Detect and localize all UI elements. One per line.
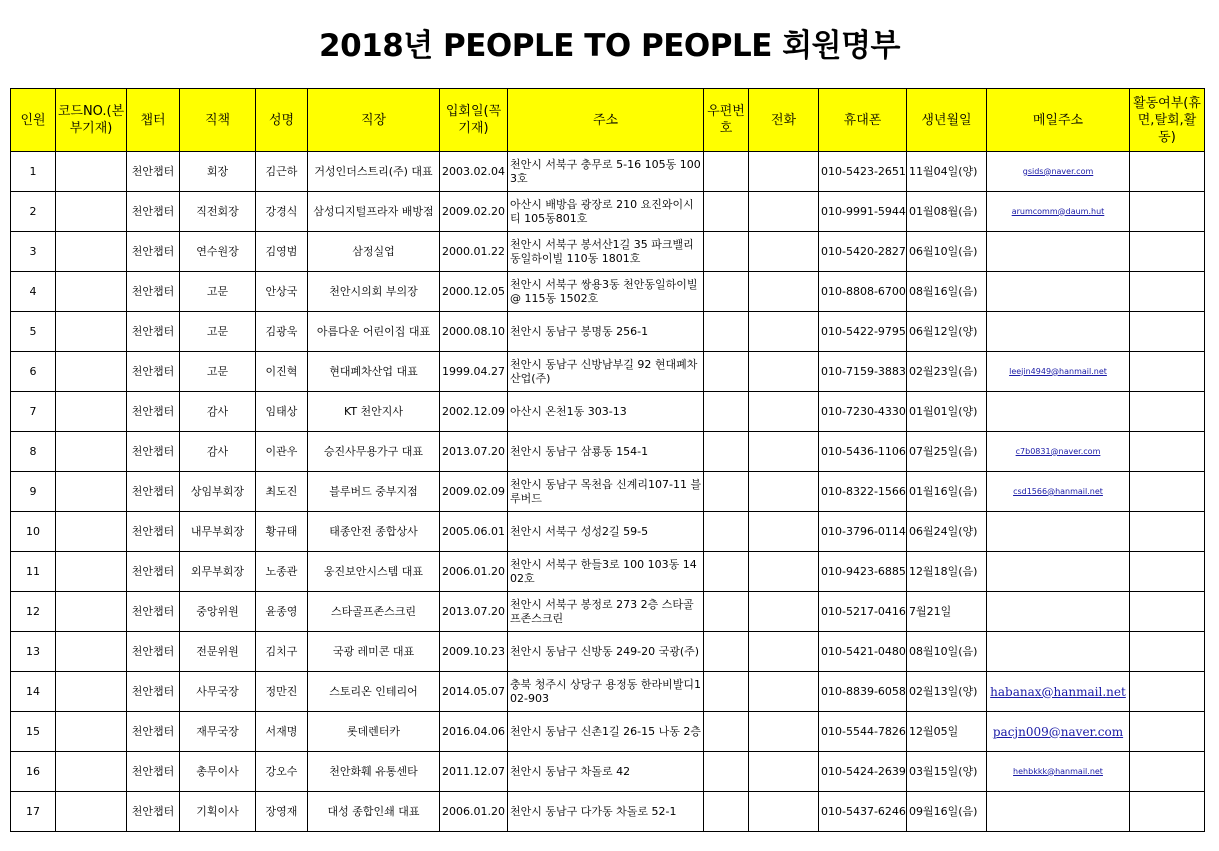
cell-phone xyxy=(749,152,819,192)
cell-mobile: 010-5217-0416 xyxy=(819,592,907,632)
cell-position: 내무부회장 xyxy=(180,512,256,552)
cell-status xyxy=(1130,352,1205,392)
cell-email xyxy=(987,312,1130,352)
cell-address: 천안시 서북구 한들3로 100 103동 1402호 xyxy=(508,552,704,592)
cell-name: 이관우 xyxy=(256,432,308,472)
cell-postal xyxy=(704,672,749,712)
cell-status xyxy=(1130,272,1205,312)
cell-name: 김근하 xyxy=(256,152,308,192)
cell-email xyxy=(987,472,1130,512)
cell-mobile: 010-5436-1106 xyxy=(819,432,907,472)
cell-workplace: 승진사무용가구 대표 xyxy=(308,432,440,472)
cell-email xyxy=(987,592,1130,632)
cell-chapter: 천안챕터 xyxy=(127,672,180,712)
cell-joined: 2005.06.01 xyxy=(440,512,508,552)
cell-address: 천안시 동남구 신방남부길 92 현대폐차산업(주) xyxy=(508,352,704,392)
cell-mobile: 010-8322-1566 xyxy=(819,472,907,512)
cell-name: 황규태 xyxy=(256,512,308,552)
cell-phone xyxy=(749,312,819,352)
cell-email xyxy=(987,192,1130,232)
cell-position: 고문 xyxy=(180,312,256,352)
cell-name: 노종관 xyxy=(256,552,308,592)
cell-postal xyxy=(704,472,749,512)
cell-postal xyxy=(704,792,749,832)
cell-position: 중앙위원 xyxy=(180,592,256,632)
cell-status xyxy=(1130,512,1205,552)
cell-postal xyxy=(704,432,749,472)
cell-workplace: 삼성디지털프라자 배방점 xyxy=(308,192,440,232)
cell-chapter: 천안챕터 xyxy=(127,472,180,512)
cell-name: 김광욱 xyxy=(256,312,308,352)
cell-name: 장영재 xyxy=(256,792,308,832)
cell-code xyxy=(56,752,127,792)
table-row xyxy=(11,312,1205,352)
cell-phone xyxy=(749,672,819,712)
cell-joined: 2009.02.20 xyxy=(440,192,508,232)
cell-birth: 06월24일(양) xyxy=(907,512,987,552)
cell-position: 재무국장 xyxy=(180,712,256,752)
cell-code xyxy=(56,632,127,672)
cell-mobile: 010-3796-0114 xyxy=(819,512,907,552)
email-link[interactable]: csd1566@hanmail.net xyxy=(1013,486,1103,496)
cell-chapter: 천안챕터 xyxy=(127,232,180,272)
cell-mobile: 010-5420-2827 xyxy=(819,232,907,272)
table-row xyxy=(11,352,1205,392)
cell-mobile: 010-9423-6885 xyxy=(819,552,907,592)
cell-workplace: 삼정실업 xyxy=(308,232,440,272)
cell-status xyxy=(1130,712,1205,752)
table-row xyxy=(11,512,1205,552)
cell-phone xyxy=(749,592,819,632)
cell-joined: 2006.01.20 xyxy=(440,552,508,592)
cell-workplace: 롯데렌터카 xyxy=(308,712,440,752)
cell-code xyxy=(56,432,127,472)
cell-mobile: 010-7159-3883 xyxy=(819,352,907,392)
cell-position: 전문위원 xyxy=(180,632,256,672)
cell-position: 감사 xyxy=(180,432,256,472)
member-table xyxy=(10,88,1205,832)
cell-status xyxy=(1130,592,1205,632)
cell-workplace: 웅진보안시스템 대표 xyxy=(308,552,440,592)
cell-birth: 08월10일(음) xyxy=(907,632,987,672)
cell-code xyxy=(56,792,127,832)
cell-status xyxy=(1130,432,1205,472)
cell-postal xyxy=(704,632,749,672)
cell-email xyxy=(987,512,1130,552)
cell-status xyxy=(1130,472,1205,512)
cell-chapter: 천안챕터 xyxy=(127,752,180,792)
cell-no: 12 xyxy=(11,592,56,632)
col-header-mobile: 휴대폰 xyxy=(819,89,907,152)
cell-code xyxy=(56,592,127,632)
table-row xyxy=(11,232,1205,272)
cell-code xyxy=(56,272,127,312)
cell-position: 감사 xyxy=(180,392,256,432)
cell-workplace: 블루버드 중부지점 xyxy=(308,472,440,512)
cell-postal xyxy=(704,192,749,232)
cell-name: 김치구 xyxy=(256,632,308,672)
cell-joined: 1999.04.27 xyxy=(440,352,508,392)
cell-chapter: 천안챕터 xyxy=(127,432,180,472)
header-row xyxy=(11,89,1205,152)
cell-chapter: 천안챕터 xyxy=(127,152,180,192)
cell-address: 천안시 동남구 다가동 차돌로 52-1 xyxy=(508,792,704,832)
cell-postal xyxy=(704,512,749,552)
cell-name: 강오수 xyxy=(256,752,308,792)
cell-chapter: 천안챕터 xyxy=(127,352,180,392)
cell-joined: 2013.07.20 xyxy=(440,592,508,632)
cell-address: 충북 청주시 상당구 용정동 한라비발디102-903 xyxy=(508,672,704,712)
cell-workplace: 태종안전 종합상사 xyxy=(308,512,440,552)
cell-postal xyxy=(704,552,749,592)
cell-email xyxy=(987,152,1130,192)
table-row xyxy=(11,752,1205,792)
col-header-email: 메일주소 xyxy=(987,89,1130,152)
cell-joined: 2014.05.07 xyxy=(440,672,508,712)
cell-birth: 01월08월(음) xyxy=(907,192,987,232)
cell-code xyxy=(56,512,127,552)
table-row xyxy=(11,192,1205,232)
cell-status xyxy=(1130,552,1205,592)
cell-workplace: 아름다운 어린이집 대표 xyxy=(308,312,440,352)
cell-status xyxy=(1130,152,1205,192)
cell-no: 3 xyxy=(11,232,56,272)
cell-workplace: 천안화훼 유통센타 xyxy=(308,752,440,792)
cell-email xyxy=(987,672,1130,712)
cell-mobile: 010-5544-7826 xyxy=(819,712,907,752)
cell-postal xyxy=(704,152,749,192)
cell-workplace: 거성인더스트리(주) 대표 xyxy=(308,152,440,192)
cell-phone xyxy=(749,632,819,672)
cell-birth: 09월16일(음) xyxy=(907,792,987,832)
cell-position: 상임부회장 xyxy=(180,472,256,512)
cell-email xyxy=(987,712,1130,752)
email-link[interactable]: hehbkkk@hanmail.net xyxy=(1013,766,1103,776)
cell-birth: 12월05일 xyxy=(907,712,987,752)
cell-code xyxy=(56,552,127,592)
cell-mobile: 010-5424-2639 xyxy=(819,752,907,792)
cell-birth: 01월01일(양) xyxy=(907,392,987,432)
cell-code xyxy=(56,152,127,192)
cell-no: 8 xyxy=(11,432,56,472)
cell-name: 안상국 xyxy=(256,272,308,312)
cell-joined: 2000.12.05 xyxy=(440,272,508,312)
cell-joined: 2006.01.20 xyxy=(440,792,508,832)
cell-address: 아산시 배방읍 광장로 210 요진와이시티 105동801호 xyxy=(508,192,704,232)
col-header-phone: 전화 xyxy=(749,89,819,152)
cell-phone xyxy=(749,392,819,432)
cell-birth: 01월16일(음) xyxy=(907,472,987,512)
cell-phone xyxy=(749,352,819,392)
col-header-address: 주소 xyxy=(508,89,704,152)
cell-no: 6 xyxy=(11,352,56,392)
cell-name: 김영범 xyxy=(256,232,308,272)
cell-no: 10 xyxy=(11,512,56,552)
cell-status xyxy=(1130,752,1205,792)
cell-position: 회장 xyxy=(180,152,256,192)
cell-postal xyxy=(704,232,749,272)
cell-address: 천안시 동남구 차돌로 42 xyxy=(508,752,704,792)
cell-address: 천안시 서북구 충무로 5-16 105동 1003호 xyxy=(508,152,704,192)
cell-phone xyxy=(749,272,819,312)
cell-address: 천안시 서북구 성성2길 59-5 xyxy=(508,512,704,552)
cell-birth: 06월10일(음) xyxy=(907,232,987,272)
cell-joined: 2002.12.09 xyxy=(440,392,508,432)
table-row xyxy=(11,272,1205,312)
table-row xyxy=(11,472,1205,512)
table-row xyxy=(11,552,1205,592)
cell-name: 정만진 xyxy=(256,672,308,712)
cell-phone xyxy=(749,472,819,512)
table-row xyxy=(11,712,1205,752)
cell-birth: 03월15일(양) xyxy=(907,752,987,792)
cell-phone xyxy=(749,552,819,592)
table-row xyxy=(11,392,1205,432)
cell-workplace: 국광 레미콘 대표 xyxy=(308,632,440,672)
cell-no: 13 xyxy=(11,632,56,672)
cell-chapter: 천안챕터 xyxy=(127,712,180,752)
cell-no: 5 xyxy=(11,312,56,352)
cell-birth: 02월13일(양) xyxy=(907,672,987,712)
cell-no: 9 xyxy=(11,472,56,512)
cell-workplace: KT 천안지사 xyxy=(308,392,440,432)
cell-joined: 2000.08.10 xyxy=(440,312,508,352)
table-body xyxy=(11,152,1205,832)
cell-name: 서재명 xyxy=(256,712,308,752)
cell-joined: 2009.10.23 xyxy=(440,632,508,672)
cell-code xyxy=(56,352,127,392)
cell-phone xyxy=(749,192,819,232)
cell-email xyxy=(987,392,1130,432)
cell-joined: 2011.12.07 xyxy=(440,752,508,792)
cell-code xyxy=(56,712,127,752)
cell-joined: 2003.02.04 xyxy=(440,152,508,192)
cell-phone xyxy=(749,432,819,472)
table-row xyxy=(11,152,1205,192)
col-header-position: 직책 xyxy=(180,89,256,152)
cell-email xyxy=(987,792,1130,832)
cell-phone xyxy=(749,792,819,832)
cell-birth: 7월21일 xyxy=(907,592,987,632)
cell-mobile: 010-8839-6058 xyxy=(819,672,907,712)
email-link[interactable]: c7b0831@naver.com xyxy=(1015,446,1101,456)
page-title: 2018년 PEOPLE TO PEOPLE 회원명부 xyxy=(319,28,900,64)
cell-address: 천안시 서북구 봉정로 273 2층 스타골프존스크린 xyxy=(508,592,704,632)
cell-phone xyxy=(749,712,819,752)
cell-mobile: 010-5421-0480 xyxy=(819,632,907,672)
cell-status xyxy=(1130,232,1205,272)
cell-mobile: 010-7230-4330 xyxy=(819,392,907,432)
cell-email xyxy=(987,352,1130,392)
cell-no: 7 xyxy=(11,392,56,432)
cell-position: 외무부회장 xyxy=(180,552,256,592)
cell-code xyxy=(56,392,127,432)
table-row xyxy=(11,792,1205,832)
cell-no: 2 xyxy=(11,192,56,232)
cell-email xyxy=(987,552,1130,592)
cell-no: 1 xyxy=(11,152,56,192)
cell-chapter: 천안챕터 xyxy=(127,632,180,672)
col-header-postal: 우편번호 xyxy=(704,89,749,152)
email-link[interactable]: arumcomm@daum.hut xyxy=(1011,206,1105,216)
email-link[interactable]: habanax@hanmail.net xyxy=(990,684,1126,699)
cell-postal xyxy=(704,312,749,352)
cell-no: 14 xyxy=(11,672,56,712)
cell-address: 천안시 동남구 목천읍 신계리107-11 블루버드 xyxy=(508,472,704,512)
cell-address: 천안시 동남구 신촌1길 26-15 나동 2층 xyxy=(508,712,704,752)
cell-chapter: 천안챕터 xyxy=(127,592,180,632)
cell-no: 16 xyxy=(11,752,56,792)
col-header-joined: 입회일(꼭기재) xyxy=(440,89,508,152)
cell-address: 천안시 동남구 봉명동 256-1 xyxy=(508,312,704,352)
cell-email xyxy=(987,232,1130,272)
cell-postal xyxy=(704,392,749,432)
table-row xyxy=(11,432,1205,472)
cell-position: 고문 xyxy=(180,352,256,392)
cell-chapter: 천안챕터 xyxy=(127,512,180,552)
cell-status xyxy=(1130,632,1205,672)
col-header-status: 활동여부(휴면,탈회,활동) xyxy=(1130,89,1205,152)
col-header-code: 코드NO.(본부기재) xyxy=(56,89,127,152)
cell-chapter: 천안챕터 xyxy=(127,192,180,232)
table-row xyxy=(11,632,1205,672)
cell-phone xyxy=(749,512,819,552)
cell-birth: 12월18일(음) xyxy=(907,552,987,592)
cell-mobile: 010-5437-6246 xyxy=(819,792,907,832)
cell-status xyxy=(1130,392,1205,432)
cell-mobile: 010-8808-6700 xyxy=(819,272,907,312)
cell-birth: 07월25일(음) xyxy=(907,432,987,472)
cell-joined: 2000.01.22 xyxy=(440,232,508,272)
cell-code xyxy=(56,472,127,512)
cell-name: 임태상 xyxy=(256,392,308,432)
col-header-birth: 생년월일 xyxy=(907,89,987,152)
cell-no: 15 xyxy=(11,712,56,752)
cell-name: 강경식 xyxy=(256,192,308,232)
cell-address: 천안시 서북구 쌍용3동 천안동일하이빌@ 115동 1502호 xyxy=(508,272,704,312)
cell-position: 사무국장 xyxy=(180,672,256,712)
cell-position: 직전회장 xyxy=(180,192,256,232)
cell-birth: 11월04일(양) xyxy=(907,152,987,192)
cell-position: 고문 xyxy=(180,272,256,312)
cell-name: 윤종영 xyxy=(256,592,308,632)
cell-email xyxy=(987,632,1130,672)
cell-workplace: 스토리온 인테리어 xyxy=(308,672,440,712)
cell-workplace: 대성 종합인쇄 대표 xyxy=(308,792,440,832)
cell-code xyxy=(56,192,127,232)
cell-chapter: 천안챕터 xyxy=(127,392,180,432)
cell-position: 총무이사 xyxy=(180,752,256,792)
cell-mobile: 010-5422-9795 xyxy=(819,312,907,352)
col-header-name: 성명 xyxy=(256,89,308,152)
email-link[interactable]: leejin4949@hanmail.net xyxy=(1009,366,1107,376)
cell-workplace: 천안시의회 부의장 xyxy=(308,272,440,312)
cell-workplace: 스타골프존스크린 xyxy=(308,592,440,632)
cell-workplace: 현대폐차산업 대표 xyxy=(308,352,440,392)
table-row xyxy=(11,672,1205,712)
cell-birth: 08월16일(음) xyxy=(907,272,987,312)
cell-address: 천안시 서북구 봉서산1길 35 파크밸리동일하이빌 110동 1801호 xyxy=(508,232,704,272)
cell-address: 천안시 동남구 삼룡동 154-1 xyxy=(508,432,704,472)
cell-status xyxy=(1130,312,1205,352)
cell-no: 17 xyxy=(11,792,56,832)
cell-position: 기획이사 xyxy=(180,792,256,832)
cell-status xyxy=(1130,192,1205,232)
cell-address: 아산시 온천1동 303-13 xyxy=(508,392,704,432)
cell-email xyxy=(987,272,1130,312)
col-header-no: 인원 xyxy=(11,89,56,152)
cell-position: 연수원장 xyxy=(180,232,256,272)
cell-joined: 2016.04.06 xyxy=(440,712,508,752)
cell-name: 최도진 xyxy=(256,472,308,512)
cell-mobile: 010-5423-2651 xyxy=(819,152,907,192)
cell-birth: 02월23일(음) xyxy=(907,352,987,392)
cell-no: 4 xyxy=(11,272,56,312)
cell-postal xyxy=(704,752,749,792)
cell-mobile: 010-9991-5944 xyxy=(819,192,907,232)
cell-postal xyxy=(704,592,749,632)
cell-postal xyxy=(704,272,749,312)
col-header-workplace: 직장 xyxy=(308,89,440,152)
cell-email xyxy=(987,752,1130,792)
col-header-chapter: 챕터 xyxy=(127,89,180,152)
cell-name: 이진혁 xyxy=(256,352,308,392)
cell-code xyxy=(56,232,127,272)
email-link[interactable]: gsids@naver.com xyxy=(1022,166,1094,176)
cell-joined: 2013.07.20 xyxy=(440,432,508,472)
cell-postal xyxy=(704,712,749,752)
cell-chapter: 천안챕터 xyxy=(127,272,180,312)
table-row xyxy=(11,592,1205,632)
cell-chapter: 천안챕터 xyxy=(127,792,180,832)
email-link[interactable]: pacjn009@naver.com xyxy=(992,724,1124,739)
cell-phone xyxy=(749,752,819,792)
cell-birth: 06월12일(양) xyxy=(907,312,987,352)
cell-chapter: 천안챕터 xyxy=(127,312,180,352)
cell-email xyxy=(987,432,1130,472)
cell-chapter: 천안챕터 xyxy=(127,552,180,592)
cell-status xyxy=(1130,672,1205,712)
cell-no: 11 xyxy=(11,552,56,592)
cell-code xyxy=(56,672,127,712)
cell-status xyxy=(1130,792,1205,832)
cell-address: 천안시 동남구 신방동 249-20 국광(주) xyxy=(508,632,704,672)
cell-postal xyxy=(704,352,749,392)
cell-joined: 2009.02.09 xyxy=(440,472,508,512)
cell-phone xyxy=(749,232,819,272)
cell-code xyxy=(56,312,127,352)
